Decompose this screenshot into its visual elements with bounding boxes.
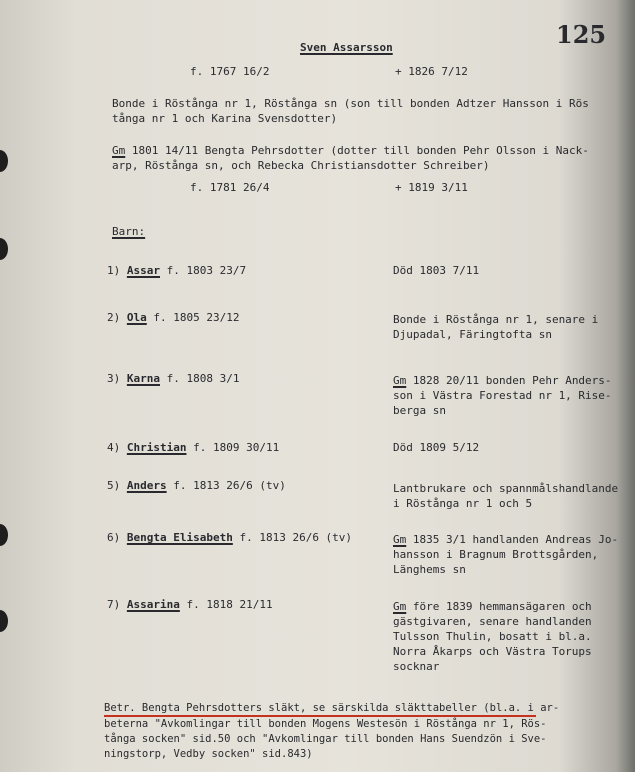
child-name: Bengta Elisabeth xyxy=(126,531,233,544)
child-entry: 5) Anders f. 1813 26/6 (tv) xyxy=(107,479,286,492)
child-name: Christian xyxy=(126,441,187,454)
child-entry: 7) Assarina f. 1818 21/11 xyxy=(107,598,273,611)
child-note: Norra Åkarps och Västra Torups xyxy=(393,645,592,658)
child-note: gästgivaren, senare handlanden xyxy=(393,615,592,628)
bio-line: Bonde i Röstånga nr 1, Röstånga sn (son till bonden Adtzer Hansson i Rös xyxy=(112,97,589,110)
gm-label: Gm xyxy=(393,600,407,613)
child-note: Gm 1835 3/1 handlanden Andreas Jo- xyxy=(393,533,619,546)
binder-hole xyxy=(0,150,8,172)
footnote-highlight: Betr. Bengta Pehrsdotters släkt, se särskilda släkttabeller xyxy=(104,702,477,714)
binder-hole xyxy=(0,524,8,546)
birth-date: f. 1767 16/2 xyxy=(190,65,270,78)
child-note: socknar xyxy=(393,660,440,673)
marriage-line: Gm 1801 14/11 Bengta Pehrsdotter (dotter till bonden Pehr Olsson i Nack- xyxy=(112,144,589,157)
binder-hole xyxy=(0,610,8,632)
child-note: Bonde i Röstånga nr 1, senare i xyxy=(393,313,599,326)
child-name: Assarina xyxy=(126,598,180,611)
gm-label: Gm xyxy=(393,533,407,546)
child-entry: 1) Assar f. 1803 23/7 xyxy=(107,264,247,277)
child-name: Anders xyxy=(126,479,167,492)
page-number: 125 xyxy=(556,20,607,49)
spouse-death: + 1819 3/11 xyxy=(395,181,468,194)
child-note: Djupadal, Färingtofta sn xyxy=(393,328,552,341)
bio-line: tånga nr 1 och Karina Svensdotter) xyxy=(112,112,338,125)
page-title: Sven Assarsson xyxy=(300,41,393,54)
child-name: Assar xyxy=(126,264,160,277)
footnote-line: beterna "Avkomlingar till bonden Mogens Westesön i Röstånga nr 1, Rös- xyxy=(104,718,547,730)
child-note: Länghems sn xyxy=(393,563,466,576)
footnote-line: ningstorp, Vedby socken" sid.843) xyxy=(104,748,313,760)
footnote-line: Betr. Bengta Pehrsdotters släkt, se särskilda släkttabeller (bl.a. i ar- xyxy=(104,702,560,714)
binder-hole xyxy=(0,238,8,260)
footnote-line: tånga socken" sid.50 och "Avkomlingar till bonden Hans Suendzön i Sve- xyxy=(104,733,547,745)
child-entry: 3) Karna f. 1808 3/1 xyxy=(107,372,240,385)
child-note: Död 1803 7/11 xyxy=(393,264,480,277)
child-name: Karna xyxy=(126,372,160,385)
child-entry: 4) Christian f. 1809 30/11 xyxy=(107,441,280,454)
gm-label: Gm xyxy=(393,374,407,387)
death-date: + 1826 7/12 xyxy=(395,65,468,78)
gm-label: Gm xyxy=(112,144,126,157)
child-note: hansson i Bragnum Brottsgården, xyxy=(393,548,599,561)
child-note: Gm 1828 20/11 bonden Pehr Anders- xyxy=(393,374,612,387)
children-header: Barn: xyxy=(112,225,146,238)
child-name: Ola xyxy=(126,311,147,324)
child-entry: 2) Ola f. 1805 23/12 xyxy=(107,311,240,324)
child-note: i Röstånga nr 1 och 5 xyxy=(393,497,533,510)
marriage-line: arp, Röstånga sn, och Rebecka Christiansdotter Schreiber) xyxy=(112,159,490,172)
child-note: Tulsson Thulin, bosatt i bl.a. xyxy=(393,630,592,643)
child-note: berga sn xyxy=(393,404,446,417)
child-entry: 6) Bengta Elisabeth f. 1813 26/6 (tv) xyxy=(107,531,353,544)
child-note: Gm före 1839 hemmansägaren och xyxy=(393,600,592,613)
child-note: Lantbrukare och spannmålshandlande xyxy=(393,482,619,495)
child-note: Död 1809 5/12 xyxy=(393,441,480,454)
spouse-birth: f. 1781 26/4 xyxy=(190,181,270,194)
child-note: son i Västra Forestad nr 1, Rise- xyxy=(393,389,612,402)
